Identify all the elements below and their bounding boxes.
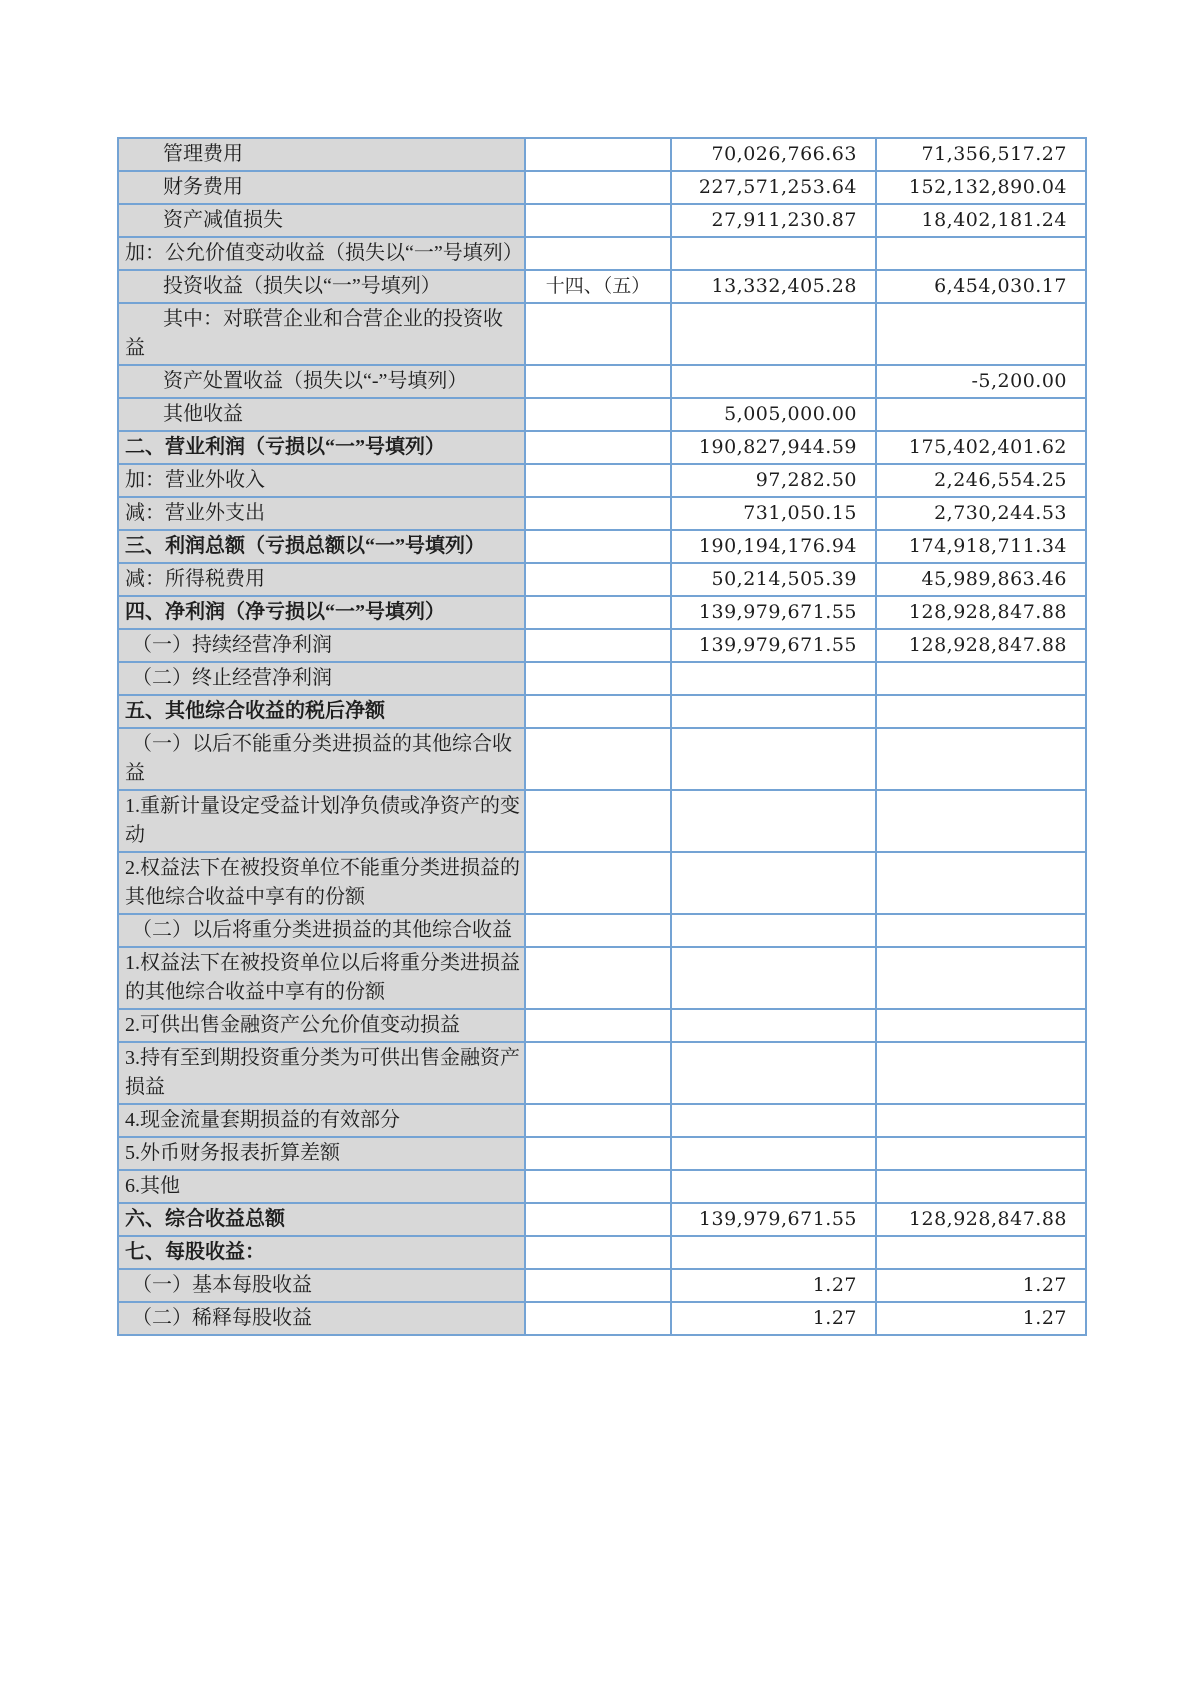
- current-period-cell: 50,214,505.39: [671, 563, 876, 596]
- table-row: [118, 947, 1086, 1009]
- table-row: [118, 914, 1086, 947]
- current-period-cell: [671, 237, 876, 270]
- prior-period-cell: 152,132,890.04: [876, 171, 1086, 204]
- item-cell: 加：公允价值变动收益（损失以“一”号填列）: [118, 237, 525, 270]
- table-row: [118, 204, 1086, 237]
- note-cell: [525, 431, 671, 464]
- table-row: [118, 728, 1086, 790]
- note-cell: [525, 138, 671, 171]
- current-period-cell: [671, 1137, 876, 1170]
- item-cell: 1.权益法下在被投资单位以后将重分类进损益的其他综合收益中享有的份额: [118, 947, 525, 1009]
- note-cell: [525, 629, 671, 662]
- current-period-cell: [671, 1042, 876, 1104]
- prior-period-cell: [876, 1104, 1086, 1137]
- item-cell: 财务费用: [118, 171, 525, 204]
- prior-period-cell: 128,928,847.88: [876, 1203, 1086, 1236]
- table-row: [118, 629, 1086, 662]
- prior-period-cell: [876, 790, 1086, 852]
- item-cell: 资产减值损失: [118, 204, 525, 237]
- prior-period-cell: 175,402,401.62: [876, 431, 1086, 464]
- current-period-cell: 139,979,671.55: [671, 596, 876, 629]
- prior-period-cell: [876, 237, 1086, 270]
- item-cell: 2.权益法下在被投资单位不能重分类进损益的其他综合收益中享有的份额: [118, 852, 525, 914]
- current-period-cell: [671, 1236, 876, 1269]
- table-row: [118, 1009, 1086, 1042]
- current-period-cell: 139,979,671.55: [671, 629, 876, 662]
- current-period-cell: [671, 790, 876, 852]
- item-cell: 2.可供出售金融资产公允价值变动损益: [118, 1009, 525, 1042]
- note-cell: [525, 563, 671, 596]
- current-period-cell: [671, 728, 876, 790]
- current-period-cell: 190,194,176.94: [671, 530, 876, 563]
- note-cell: [525, 464, 671, 497]
- prior-period-cell: [876, 398, 1086, 431]
- table-row: [118, 1042, 1086, 1104]
- note-cell: [525, 1009, 671, 1042]
- note-cell: [525, 237, 671, 270]
- item-cell: 6.其他: [118, 1170, 525, 1203]
- item-cell: （一）以后不能重分类进损益的其他综合收益: [118, 728, 525, 790]
- table-row: [118, 237, 1086, 270]
- note-cell: [525, 914, 671, 947]
- note-cell: [525, 1302, 671, 1335]
- item-cell: （一）基本每股收益: [118, 1269, 525, 1302]
- item-cell: 资产处置收益（损失以“-”号填列）: [118, 365, 525, 398]
- note-cell: [525, 852, 671, 914]
- table-row: [118, 530, 1086, 563]
- table-row: [118, 1203, 1086, 1236]
- prior-period-cell: 45,989,863.46: [876, 563, 1086, 596]
- prior-period-cell: [876, 662, 1086, 695]
- item-cell: 七、每股收益：: [118, 1236, 525, 1269]
- note-cell: [525, 497, 671, 530]
- current-period-cell: [671, 303, 876, 365]
- current-period-cell: [671, 1170, 876, 1203]
- table-row: [118, 1236, 1086, 1269]
- prior-period-cell: 18,402,181.24: [876, 204, 1086, 237]
- prior-period-cell: 174,918,711.34: [876, 530, 1086, 563]
- table-row: [118, 790, 1086, 852]
- table-row: [118, 464, 1086, 497]
- income-statement-table: [117, 137, 1087, 1336]
- prior-period-cell: [876, 1170, 1086, 1203]
- current-period-cell: 139,979,671.55: [671, 1203, 876, 1236]
- current-period-cell: 13,332,405.28: [671, 270, 876, 303]
- table-row: [118, 1170, 1086, 1203]
- note-cell: [525, 1104, 671, 1137]
- table-row: [118, 1137, 1086, 1170]
- prior-period-cell: [876, 1137, 1086, 1170]
- table-row: [118, 1302, 1086, 1335]
- table-row: [118, 270, 1086, 303]
- prior-period-cell: [876, 1236, 1086, 1269]
- item-cell: 减：所得税费用: [118, 563, 525, 596]
- note-cell: [525, 1269, 671, 1302]
- table-row: [118, 852, 1086, 914]
- note-cell: [525, 303, 671, 365]
- note-cell: [525, 1042, 671, 1104]
- table-row: [118, 1104, 1086, 1137]
- table-row: [118, 563, 1086, 596]
- item-cell: 4.现金流量套期损益的有效部分: [118, 1104, 525, 1137]
- current-period-cell: 97,282.50: [671, 464, 876, 497]
- item-cell: （一）持续经营净利润: [118, 629, 525, 662]
- note-cell: [525, 204, 671, 237]
- prior-period-cell: [876, 947, 1086, 1009]
- item-cell: 六、综合收益总额: [118, 1203, 525, 1236]
- table-row: [118, 695, 1086, 728]
- item-cell: 其中：对联营企业和合营企业的投资收益: [118, 303, 525, 365]
- prior-period-cell: [876, 303, 1086, 365]
- table-row: [118, 662, 1086, 695]
- current-period-cell: [671, 695, 876, 728]
- prior-period-cell: [876, 1009, 1086, 1042]
- table-row: [118, 431, 1086, 464]
- table-row: [118, 138, 1086, 171]
- item-cell: 五、其他综合收益的税后净额: [118, 695, 525, 728]
- current-period-cell: [671, 1009, 876, 1042]
- table-row: [118, 398, 1086, 431]
- item-cell: 减：营业外支出: [118, 497, 525, 530]
- note-cell: [525, 947, 671, 1009]
- prior-period-cell: [876, 695, 1086, 728]
- prior-period-cell: [876, 852, 1086, 914]
- current-period-cell: [671, 852, 876, 914]
- item-cell: 投资收益（损失以“一”号填列）: [118, 270, 525, 303]
- item-cell: （二）以后将重分类进损益的其他综合收益: [118, 914, 525, 947]
- item-cell: 加：营业外收入: [118, 464, 525, 497]
- note-cell: [525, 596, 671, 629]
- item-cell: 5.外币财务报表折算差额: [118, 1137, 525, 1170]
- current-period-cell: [671, 662, 876, 695]
- prior-period-cell: 1.27: [876, 1269, 1086, 1302]
- current-period-cell: [671, 914, 876, 947]
- current-period-cell: [671, 947, 876, 1009]
- note-cell: [525, 790, 671, 852]
- note-cell: [525, 662, 671, 695]
- note-cell: [525, 365, 671, 398]
- note-cell: [525, 695, 671, 728]
- item-cell: （二）终止经营净利润: [118, 662, 525, 695]
- item-cell: 四、净利润（净亏损以“一”号填列）: [118, 596, 525, 629]
- item-cell: 3.持有至到期投资重分类为可供出售金融资产损益: [118, 1042, 525, 1104]
- table-row: [118, 1269, 1086, 1302]
- current-period-cell: 731,050.15: [671, 497, 876, 530]
- item-cell: 管理费用: [118, 138, 525, 171]
- note-cell: [525, 398, 671, 431]
- prior-period-cell: -5,200.00: [876, 365, 1086, 398]
- prior-period-cell: 2,730,244.53: [876, 497, 1086, 530]
- note-cell: [525, 1236, 671, 1269]
- table-row: [118, 596, 1086, 629]
- table-row: [118, 303, 1086, 365]
- current-period-cell: [671, 1104, 876, 1137]
- item-cell: 其他收益: [118, 398, 525, 431]
- item-cell: 1.重新计量设定受益计划净负债或净资产的变动: [118, 790, 525, 852]
- note-cell: [525, 530, 671, 563]
- prior-period-cell: [876, 914, 1086, 947]
- table-row: [118, 171, 1086, 204]
- note-cell: [525, 1170, 671, 1203]
- prior-period-cell: 1.27: [876, 1302, 1086, 1335]
- current-period-cell: 190,827,944.59: [671, 431, 876, 464]
- income-statement-rows: [118, 138, 1086, 1335]
- note-cell: 十四、（五）: [525, 270, 671, 303]
- note-cell: [525, 1203, 671, 1236]
- current-period-cell: 1.27: [671, 1269, 876, 1302]
- note-cell: [525, 171, 671, 204]
- current-period-cell: 1.27: [671, 1302, 876, 1335]
- item-cell: 三、利润总额（亏损总额以“一”号填列）: [118, 530, 525, 563]
- table-row: [118, 365, 1086, 398]
- item-cell: （二）稀释每股收益: [118, 1302, 525, 1335]
- table-row: [118, 497, 1086, 530]
- prior-period-cell: 2,246,554.25: [876, 464, 1086, 497]
- prior-period-cell: 128,928,847.88: [876, 629, 1086, 662]
- prior-period-cell: [876, 1042, 1086, 1104]
- prior-period-cell: 71,356,517.27: [876, 138, 1086, 171]
- note-cell: [525, 728, 671, 790]
- prior-period-cell: [876, 728, 1086, 790]
- current-period-cell: 227,571,253.64: [671, 171, 876, 204]
- current-period-cell: 27,911,230.87: [671, 204, 876, 237]
- note-cell: [525, 1137, 671, 1170]
- current-period-cell: [671, 365, 876, 398]
- current-period-cell: 70,026,766.63: [671, 138, 876, 171]
- current-period-cell: 5,005,000.00: [671, 398, 876, 431]
- item-cell: 二、营业利润（亏损以“一”号填列）: [118, 431, 525, 464]
- prior-period-cell: 6,454,030.17: [876, 270, 1086, 303]
- prior-period-cell: 128,928,847.88: [876, 596, 1086, 629]
